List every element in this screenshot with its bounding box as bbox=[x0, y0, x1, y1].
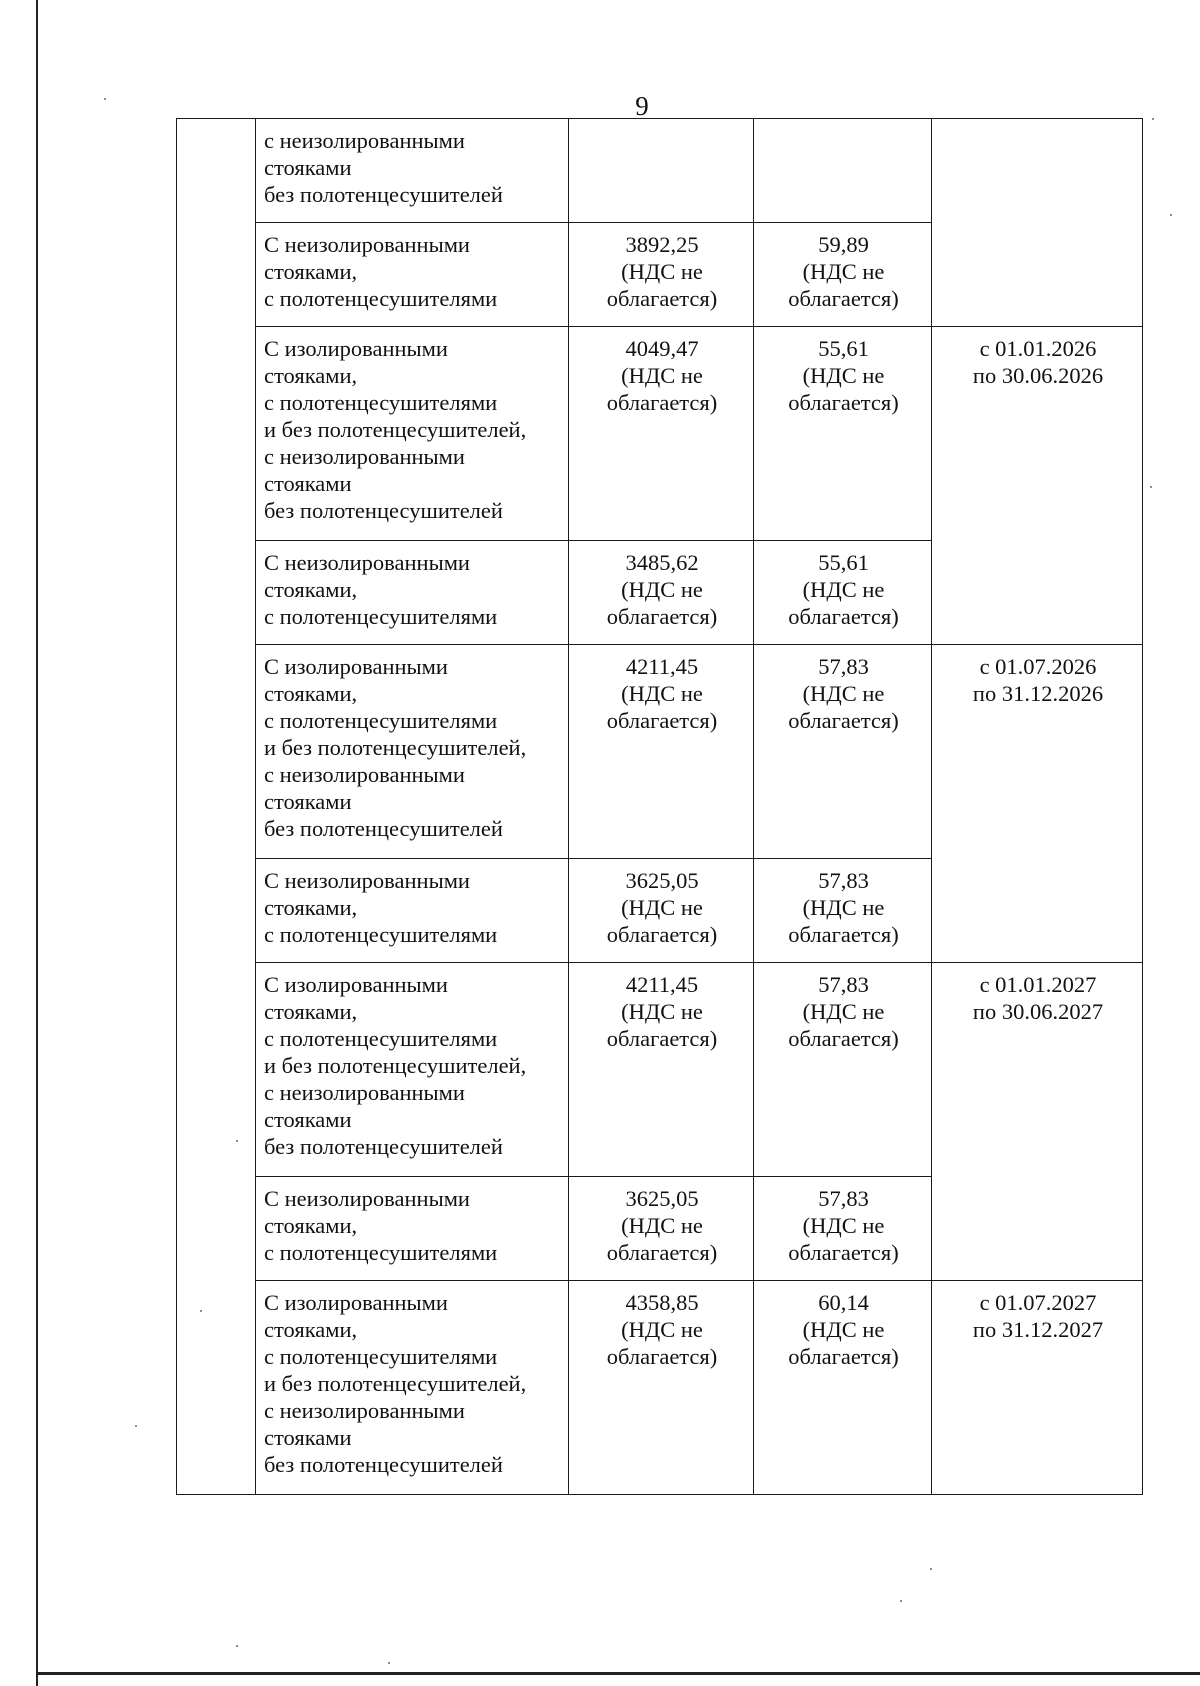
tariff-value-line: (НДС не bbox=[621, 363, 703, 388]
riser-description-line: стояками, bbox=[264, 681, 358, 706]
riser-description bbox=[256, 963, 569, 1177]
riser-description-line: с полотенцесушителями bbox=[264, 922, 498, 947]
validity-period bbox=[932, 1281, 1143, 1495]
table-row bbox=[177, 1281, 1143, 1495]
table-row bbox=[177, 645, 1143, 859]
tariff-value-line: 4049,47 bbox=[625, 336, 699, 361]
component-value-line: облагается) bbox=[788, 708, 899, 733]
riser-description-line: с неизолированными bbox=[264, 762, 465, 787]
component-value-line: 57,83 bbox=[818, 1186, 869, 1211]
component-value-line: 57,83 bbox=[818, 972, 869, 997]
riser-description-line: стояками, bbox=[264, 999, 358, 1024]
component-value-line: (НДС не bbox=[802, 1213, 885, 1238]
riser-description-line: без полотенцесушителей bbox=[264, 1134, 503, 1159]
riser-description-line: и без полотенцесушителей, bbox=[264, 1371, 527, 1396]
component-value-line: 55,61 bbox=[818, 550, 869, 575]
riser-description-line: без полотенцесушителей bbox=[264, 498, 503, 523]
riser-description-line: С неизолированными bbox=[264, 868, 470, 893]
riser-description bbox=[256, 645, 569, 859]
riser-description bbox=[256, 119, 569, 223]
tariff-value-line: 3485,62 bbox=[625, 550, 699, 575]
tariff-value bbox=[569, 859, 754, 963]
validity-period bbox=[932, 327, 1143, 645]
riser-description-line: С изолированными bbox=[264, 1290, 448, 1315]
component-value-line: 57,83 bbox=[818, 868, 869, 893]
scan-bottom-edge bbox=[36, 1672, 1200, 1675]
tariff-value-line: 3892,25 bbox=[625, 232, 699, 257]
validity-period bbox=[932, 963, 1143, 1281]
tariff-value-line: облагается) bbox=[606, 1344, 718, 1369]
riser-description bbox=[256, 1281, 569, 1495]
tariff-value-line: облагается) bbox=[606, 390, 718, 415]
riser-description-line: с полотенцесушителями bbox=[264, 390, 498, 415]
scan-speck bbox=[1170, 214, 1172, 216]
tariff-value bbox=[569, 645, 754, 859]
riser-description-line: с полотенцесушителями bbox=[264, 604, 498, 629]
riser-description-line: с полотенцесушителями bbox=[264, 1344, 498, 1369]
riser-description-line: стояками, bbox=[264, 577, 358, 602]
component-value-line: (НДС не bbox=[802, 363, 885, 388]
tariff-value-line: облагается) bbox=[606, 1240, 718, 1265]
component-value-line: 57,83 bbox=[818, 654, 869, 679]
scan-speck bbox=[236, 1645, 238, 1647]
tariff-table bbox=[176, 118, 1143, 1495]
empty-index-column bbox=[177, 119, 256, 1495]
scan-speck bbox=[104, 98, 106, 100]
riser-description-line: стояками, bbox=[264, 363, 358, 388]
component-value-line: облагается) bbox=[788, 922, 899, 947]
riser-description bbox=[256, 541, 569, 645]
riser-description-line: стояками, bbox=[264, 259, 358, 284]
component-value-line: (НДС не bbox=[802, 999, 885, 1024]
validity-period-line: с 01.07.2026 bbox=[979, 654, 1097, 679]
validity-period-line: с 01.01.2027 bbox=[979, 972, 1097, 997]
tariff-value-line: (НДС не bbox=[621, 999, 703, 1024]
component-value bbox=[754, 541, 932, 645]
riser-description-line: С изолированными bbox=[264, 972, 448, 997]
tariff-value-line: облагается) bbox=[606, 286, 718, 311]
riser-description-line: с неизолированными bbox=[264, 1080, 465, 1105]
riser-description-line: с полотенцесушителями bbox=[264, 286, 498, 311]
component-value-line: 59,89 bbox=[818, 232, 869, 257]
scan-speck bbox=[900, 1600, 902, 1602]
component-value bbox=[754, 327, 932, 541]
riser-description-line: без полотенцесушителей bbox=[264, 182, 503, 207]
tariff-value-line: 4211,45 bbox=[625, 654, 699, 679]
riser-description-line: стояками bbox=[264, 155, 352, 180]
riser-description-line: с неизолированными bbox=[264, 128, 465, 153]
component-value bbox=[754, 963, 932, 1177]
tariff-table-body bbox=[177, 119, 1143, 1495]
validity-period-line: по 31.12.2026 bbox=[972, 681, 1104, 706]
validity-period-line: по 30.06.2026 bbox=[972, 363, 1104, 388]
riser-description-line: стояками bbox=[264, 1107, 352, 1132]
component-value-line: (НДС не bbox=[802, 577, 885, 602]
tariff-value-line: (НДС не bbox=[621, 1317, 703, 1342]
riser-description-line: без полотенцесушителей bbox=[264, 816, 503, 841]
component-value-line: облагается) bbox=[788, 1240, 899, 1265]
riser-description-line: стояками bbox=[264, 471, 352, 496]
validity-period-line: по 31.12.2027 bbox=[972, 1317, 1104, 1342]
component-value bbox=[754, 645, 932, 859]
validity-period-line: с 01.01.2026 bbox=[979, 336, 1097, 361]
riser-description bbox=[256, 327, 569, 541]
tariff-value-line: (НДС не bbox=[621, 577, 703, 602]
tariff-value-line: (НДС не bbox=[621, 895, 703, 920]
tariff-value-line: (НДС не bbox=[621, 681, 703, 706]
riser-description-line: С неизолированными bbox=[264, 1186, 470, 1211]
validity-period bbox=[932, 119, 1143, 327]
tariff-value-line: (НДС не bbox=[621, 1213, 703, 1238]
tariff-value bbox=[569, 223, 754, 327]
tariff-value-line: облагается) bbox=[606, 604, 718, 629]
riser-description-line: стояками bbox=[264, 1425, 352, 1450]
table-row bbox=[177, 963, 1143, 1177]
component-value-line: (НДС не bbox=[802, 681, 885, 706]
component-value-line: облагается) bbox=[788, 604, 899, 629]
riser-description-line: и без полотенцесушителей, bbox=[264, 1053, 527, 1078]
scan-speck bbox=[1152, 118, 1154, 120]
component-value bbox=[754, 119, 932, 223]
riser-description-line: с полотенцесушителями bbox=[264, 708, 498, 733]
validity-period-line: с 01.07.2027 bbox=[979, 1290, 1097, 1315]
component-value-line: облагается) bbox=[788, 1344, 899, 1369]
riser-description-line: с неизолированными bbox=[264, 1398, 465, 1423]
scan-speck bbox=[1150, 486, 1152, 488]
component-value-line: облагается) bbox=[788, 390, 899, 415]
riser-description-line: без полотенцесушителей bbox=[264, 1452, 503, 1477]
component-value-line: (НДС не bbox=[802, 259, 885, 284]
component-value-line: 55,61 bbox=[818, 336, 869, 361]
tariff-value bbox=[569, 1177, 754, 1281]
riser-description-line: С неизолированными bbox=[264, 232, 470, 257]
validity-period-line: по 30.06.2027 bbox=[972, 999, 1104, 1024]
riser-description bbox=[256, 859, 569, 963]
riser-description-line: и без полотенцесушителей, bbox=[264, 417, 527, 442]
component-value bbox=[754, 859, 932, 963]
tariff-value-line: (НДС не bbox=[621, 259, 703, 284]
component-value-line: (НДС не bbox=[802, 1317, 885, 1342]
component-value-line: облагается) bbox=[788, 1026, 899, 1051]
tariff-value bbox=[569, 1281, 754, 1495]
scan-speck bbox=[930, 1568, 932, 1570]
tariff-value-line: 3625,05 bbox=[625, 868, 699, 893]
tariff-value-line: облагается) bbox=[606, 922, 718, 947]
scan-speck bbox=[388, 1662, 390, 1664]
riser-description-line: стояками, bbox=[264, 1213, 358, 1238]
riser-description-line: с полотенцесушителями bbox=[264, 1240, 498, 1265]
tariff-value-line: 4358,85 bbox=[625, 1290, 699, 1315]
riser-description-line: С неизолированными bbox=[264, 550, 470, 575]
riser-description bbox=[256, 223, 569, 327]
riser-description-line: С изолированными bbox=[264, 336, 448, 361]
tariff-value-line: облагается) bbox=[606, 1026, 718, 1051]
scan-speck bbox=[135, 1425, 137, 1427]
riser-description-line: с неизолированными bbox=[264, 444, 465, 469]
riser-description-line: стояками bbox=[264, 789, 352, 814]
tariff-value bbox=[569, 541, 754, 645]
validity-period bbox=[932, 645, 1143, 963]
component-value bbox=[754, 1281, 932, 1495]
riser-description-line: стояками, bbox=[264, 1317, 358, 1342]
riser-description bbox=[256, 1177, 569, 1281]
tariff-value-line: 4211,45 bbox=[625, 972, 699, 997]
riser-description-line: С изолированными bbox=[264, 654, 448, 679]
scan-left-edge bbox=[36, 0, 38, 1686]
component-value-line: облагается) bbox=[788, 286, 899, 311]
riser-description-line: с полотенцесушителями bbox=[264, 1026, 498, 1051]
page-number: 9 bbox=[635, 91, 649, 121]
table-row bbox=[177, 327, 1143, 541]
tariff-value-line: 3625,05 bbox=[625, 1186, 699, 1211]
tariff-value bbox=[569, 327, 754, 541]
riser-description-line: стояками, bbox=[264, 895, 358, 920]
component-value-line: 60,14 bbox=[818, 1290, 869, 1315]
component-value bbox=[754, 223, 932, 327]
table-row bbox=[177, 119, 1143, 223]
tariff-value-line: облагается) bbox=[606, 708, 718, 733]
tariff-value bbox=[569, 119, 754, 223]
component-value-line: (НДС не bbox=[802, 895, 885, 920]
component-value bbox=[754, 1177, 932, 1281]
tariff-value bbox=[569, 963, 754, 1177]
riser-description-line: и без полотенцесушителей, bbox=[264, 735, 527, 760]
